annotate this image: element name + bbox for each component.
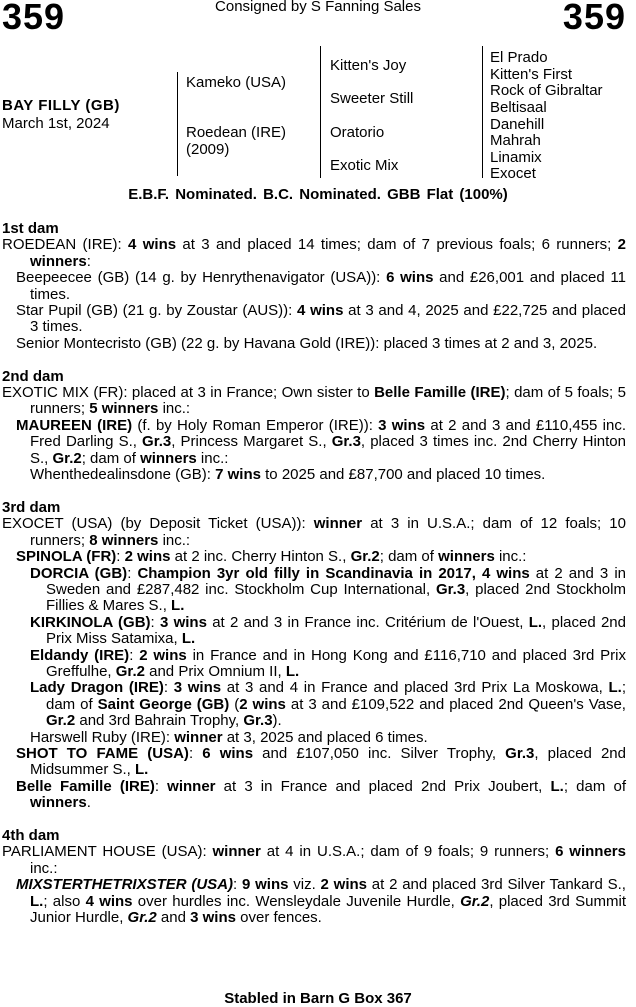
pedigree-sire-dam: Sweeter Still [330, 90, 414, 107]
pedigree-dam-sire: Oratorio [330, 124, 385, 141]
pedigree-dam-dam: Exotic Mix [330, 157, 399, 174]
pedigree-gen4-8: Exocet [490, 165, 536, 182]
produce-entry: DORCIA (GB): Champion 3yr old filly in Scandinavia in 2017, 4 wins at 2 and 3 in Sweden and £287,482 inc. Stockholm Cup International, Gr.3, placed 2nd Stockholm Fillies & Mares S., L. [30, 564, 626, 615]
first-dam-heading: 1st dam [2, 220, 59, 237]
stabling-info: Stabled in Barn G Box 367 [224, 990, 412, 1007]
pedigree-line-2 [320, 46, 321, 178]
produce-entry: SHOT TO FAME (USA): 6 wins and £107,050 inc. Silver Trophy, Gr.3, placed 2nd Midsummer S., L. [16, 744, 626, 779]
pedigree-gen4-6: Mahrah [490, 132, 541, 149]
third-dam-heading: 3rd dam [2, 498, 61, 516]
pedigree-gen4-5: Danehill [490, 116, 545, 133]
dam-entry: EXOCET (USA) (by Deposit Ticket (USA)): winner at 3 in U.S.A.; dam of 12 foals; 10 runners; 8 winners inc.: [2, 515, 626, 549]
produce-entry: MIXSTERTHETRIXSTER (USA): 9 wins viz. 2 wins at 2 and placed 3rd Silver Tankard S., L.; also 4 wins over hurdles inc. Wensleydale Juvenile Hurdle, Gr.2, placed 3rd Summit Junior Hurdle, Gr.2 and 3 wins over fences. [16, 876, 627, 927]
pedigree-dam-year: (2009) [186, 141, 230, 158]
second-dam-heading: 2nd dam [2, 367, 64, 385]
horse-dob: March 1st, 2024 [2, 115, 110, 132]
pedigree-dam: Roedean (IRE) [186, 124, 287, 141]
dam-entry: EXOTIC MIX (FR): placed at 3 in France; Own sister to Belle Famille (IRE); dam of 5 foals; 5 runners; 5 winners inc.: [2, 384, 626, 418]
produce-entry: KIRKINOLA (GB): 3 wins at 2 and 3 in France inc. Critérium de l'Ouest, L., placed 2nd Prix Miss Satamixa, L. [30, 613, 626, 648]
pedigree-line-1 [177, 72, 178, 176]
nominations: E.B.F. Nominated. B.C. Nominated. GBB Flat (100%) [128, 186, 508, 203]
produce-entry: SPINOLA (FR): 2 wins at 2 inc. Cherry Hinton S., Gr.2; dam of winners inc.: [16, 548, 527, 566]
fourth-dam-heading: 4th dam [2, 826, 60, 844]
produce-entry: MAUREEN (IRE) (f. by Holy Roman Emperor (IRE)): 3 wins at 2 and 3 and £110,455 inc. Fred Darling S., Gr.3, Princess Margaret S., Gr.3, placed 3 times inc. 2nd Cherry Hinton S., Gr.2; dam of winners inc.: [16, 416, 626, 467]
pedigree-gen4-1: El Prado [490, 49, 548, 66]
produce-entry: Beepeecee (GB) (14 g. by Henrythenavigator (USA)): 6 wins and £26,001 and placed 11 times. [16, 269, 626, 303]
produce-entry: Harswell Ruby (IRE): winner at 3, 2025 and placed 6 times. [30, 728, 428, 746]
catalogue-body [2, 221, 626, 926]
pedigree-gen4-2: Kitten's First [490, 66, 573, 83]
produce-entry: Senior Montecristo (GB) (22 g. by Havana Gold (IRE)): placed 3 times at 2 and 3, 2025. [16, 334, 598, 352]
pedigree-gen4-4: Beltisaal [490, 99, 547, 116]
lot-number-left: 359 [2, 0, 66, 37]
produce-entry: Star Pupil (GB) (21 g. by Zoustar (AUS)): 4 wins at 3 and 4, 2025 and £22,725 and placed 3 times. [16, 302, 626, 336]
pedigree-gen4-3: Rock of Gibraltar [490, 82, 603, 99]
produce-entry: Lady Dragon (IRE): 3 wins at 3 and 4 in France and placed 3rd Prix La Moskowa, L.; dam of Saint George (GB) (2 wins at 3 and £109,522 and placed 2nd Queen's Vase, Gr.2 and 3rd Bahrain Trophy, Gr.3). [30, 679, 626, 730]
pedigree-sire-sire: Kitten's Joy [330, 57, 407, 74]
horse-name: BAY FILLY (GB) [2, 97, 120, 114]
produce-entry: Belle Famille (IRE): winner at 3 in France and placed 2nd Prix Joubert, L.; dam of winners. [16, 777, 626, 812]
dam-entry: ROEDEAN (IRE): 4 wins at 3 and placed 14 times; dam of 7 previous foals; 6 runners; 2 winners: [2, 236, 626, 270]
produce-entry: Whenthedealinsdone (GB): 7 wins to 2025 and £87,700 and placed 10 times. [30, 466, 546, 484]
consignor: Consigned by S Fanning Sales [215, 0, 421, 15]
pedigree-line-3 [482, 46, 483, 178]
dam-entry: PARLIAMENT HOUSE (USA): winner at 4 in U.S.A.; dam of 9 foals; 9 runners; 6 winners inc.: [2, 843, 626, 877]
lot-number-right: 359 [562, 0, 626, 37]
pedigree-sire: Kameko (USA) [186, 74, 287, 91]
produce-entry: Eldandy (IRE): 2 wins in France and in Hong Kong and £116,710 and placed 3rd Prix Greffulhe, Gr.2 and Prix Omnium II, L. [30, 646, 626, 680]
pedigree-gen4-7: Linamix [490, 149, 542, 166]
